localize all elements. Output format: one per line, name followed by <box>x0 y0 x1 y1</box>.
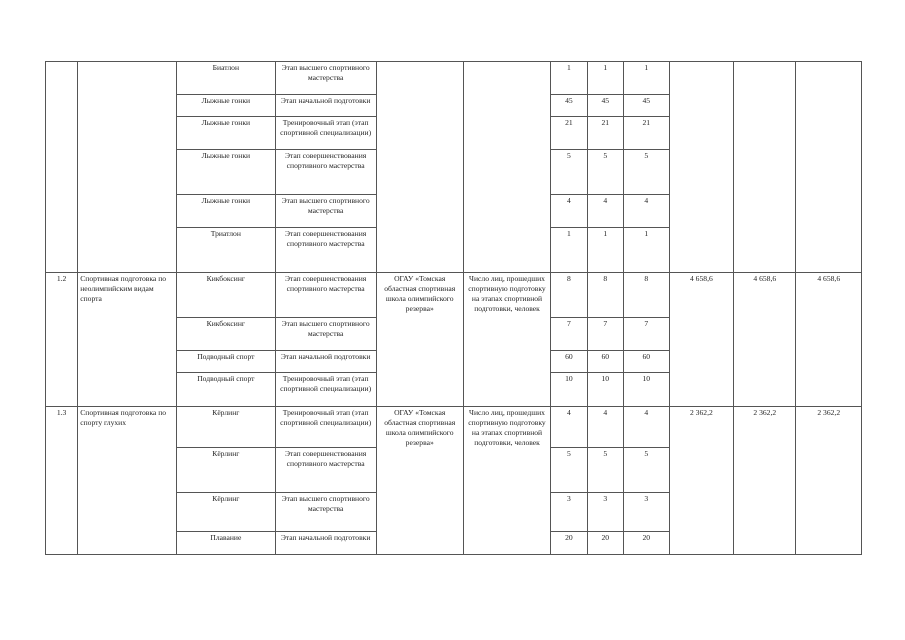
budget-cell: 2 362,2 <box>734 407 796 555</box>
stage-cell: Этап высшего спортивного мастерства <box>275 318 376 351</box>
value-cell: 1 <box>587 62 623 95</box>
stage-cell: Тренировочный этап (этап спортивной специализации) <box>275 117 376 150</box>
budget-cell: 4 658,6 <box>669 273 733 407</box>
table-row <box>46 273 862 318</box>
organization-cell: ОГАУ «Томская областная спортивная школа олимпийского резерва» <box>376 407 463 555</box>
value-cell: 3 <box>587 493 623 532</box>
budget-cell: 2 362,2 <box>669 407 733 555</box>
value-cell: 5 <box>623 150 669 195</box>
budget-cell-empty <box>734 62 796 273</box>
stage-cell: Этап высшего спортивного мастерства <box>275 493 376 532</box>
value-cell: 4 <box>587 195 623 228</box>
sport-cell: Подводный спорт <box>176 351 275 373</box>
budget-cell: 4 658,6 <box>796 273 862 407</box>
services-table <box>45 61 862 555</box>
value-cell: 5 <box>587 448 623 493</box>
sport-cell: Лыжные гонки <box>176 150 275 195</box>
value-cell: 20 <box>587 532 623 555</box>
value-cell: 7 <box>623 318 669 351</box>
value-cell: 4 <box>551 195 587 228</box>
value-cell: 7 <box>587 318 623 351</box>
sport-cell: Биатлон <box>176 62 275 95</box>
value-cell: 45 <box>587 95 623 117</box>
value-cell: 21 <box>623 117 669 150</box>
value-cell: 60 <box>551 351 587 373</box>
stage-cell: Этап совершенствования спортивного мастерства <box>275 448 376 493</box>
budget-cell: 4 658,6 <box>734 273 796 407</box>
value-cell: 5 <box>551 448 587 493</box>
organization-cell: ОГАУ «Томская областная спортивная школа олимпийского резерва» <box>376 273 463 407</box>
value-cell: 1 <box>551 228 587 273</box>
indicator-cell-empty <box>463 62 550 273</box>
value-cell: 5 <box>551 150 587 195</box>
section-title: Спортивная подготовка по спорту глухих <box>78 407 177 555</box>
indicator-cell: Число лиц, прошедших спортивную подготовку на этапах спортивной подготовки, человек <box>463 407 550 555</box>
stage-cell: Этап начальной подготовки <box>275 95 376 117</box>
value-cell: 21 <box>587 117 623 150</box>
value-cell: 45 <box>623 95 669 117</box>
title-cell-empty <box>78 62 177 273</box>
stage-cell: Этап совершенствования спортивного мастерства <box>275 228 376 273</box>
value-cell: 1 <box>587 228 623 273</box>
stage-cell: Этап начальной подготовки <box>275 532 376 555</box>
sport-cell: Кикбоксинг <box>176 318 275 351</box>
stage-cell: Этап совершенствования спортивного мастерства <box>275 150 376 195</box>
sport-cell: Плавание <box>176 532 275 555</box>
budget-cell: 2 362,2 <box>796 407 862 555</box>
sport-cell: Кёрлинг <box>176 448 275 493</box>
org-cell-empty <box>376 62 463 273</box>
section-title: Спортивная подготовка по неолимпийским видам спорта <box>78 273 177 407</box>
stage-cell: Тренировочный этап (этап спортивной специализации) <box>275 373 376 407</box>
value-cell: 4 <box>587 407 623 448</box>
value-cell: 4 <box>551 407 587 448</box>
value-cell: 8 <box>551 273 587 318</box>
table-row <box>46 62 862 95</box>
sport-cell: Триатлон <box>176 228 275 273</box>
value-cell: 1 <box>623 228 669 273</box>
stage-cell: Тренировочный этап (этап спортивной специализации) <box>275 407 376 448</box>
value-cell: 5 <box>587 150 623 195</box>
value-cell: 4 <box>623 407 669 448</box>
table-row <box>46 407 862 448</box>
value-cell: 3 <box>623 493 669 532</box>
stage-cell: Этап начальной подготовки <box>275 351 376 373</box>
sport-cell: Кёрлинг <box>176 493 275 532</box>
value-cell: 45 <box>551 95 587 117</box>
stage-cell: Этап высшего спортивного мастерства <box>275 195 376 228</box>
sport-cell: Подводный спорт <box>176 373 275 407</box>
value-cell: 10 <box>623 373 669 407</box>
value-cell: 10 <box>587 373 623 407</box>
stage-cell: Этап высшего спортивного мастерства <box>275 62 376 95</box>
value-cell: 1 <box>551 62 587 95</box>
value-cell: 10 <box>551 373 587 407</box>
value-cell: 8 <box>623 273 669 318</box>
budget-cell-empty <box>796 62 862 273</box>
value-cell: 21 <box>551 117 587 150</box>
value-cell: 1 <box>623 62 669 95</box>
sport-cell: Лыжные гонки <box>176 95 275 117</box>
sport-cell: Кёрлинг <box>176 407 275 448</box>
section-index: 1.3 <box>46 407 78 555</box>
value-cell: 3 <box>551 493 587 532</box>
indicator-cell: Число лиц, прошедших спортивную подготовку на этапах спортивной подготовки, человек <box>463 273 550 407</box>
section-index: 1.2 <box>46 273 78 407</box>
stage-cell: Этап совершенствования спортивного мастерства <box>275 273 376 318</box>
value-cell: 8 <box>587 273 623 318</box>
value-cell: 7 <box>551 318 587 351</box>
value-cell: 20 <box>623 532 669 555</box>
value-cell: 4 <box>623 195 669 228</box>
index-cell-empty <box>46 62 78 273</box>
sport-cell: Кикбоксинг <box>176 273 275 318</box>
value-cell: 60 <box>587 351 623 373</box>
value-cell: 60 <box>623 351 669 373</box>
sport-cell: Лыжные гонки <box>176 117 275 150</box>
budget-cell-empty <box>669 62 733 273</box>
sport-cell: Лыжные гонки <box>176 195 275 228</box>
value-cell: 5 <box>623 448 669 493</box>
value-cell: 20 <box>551 532 587 555</box>
